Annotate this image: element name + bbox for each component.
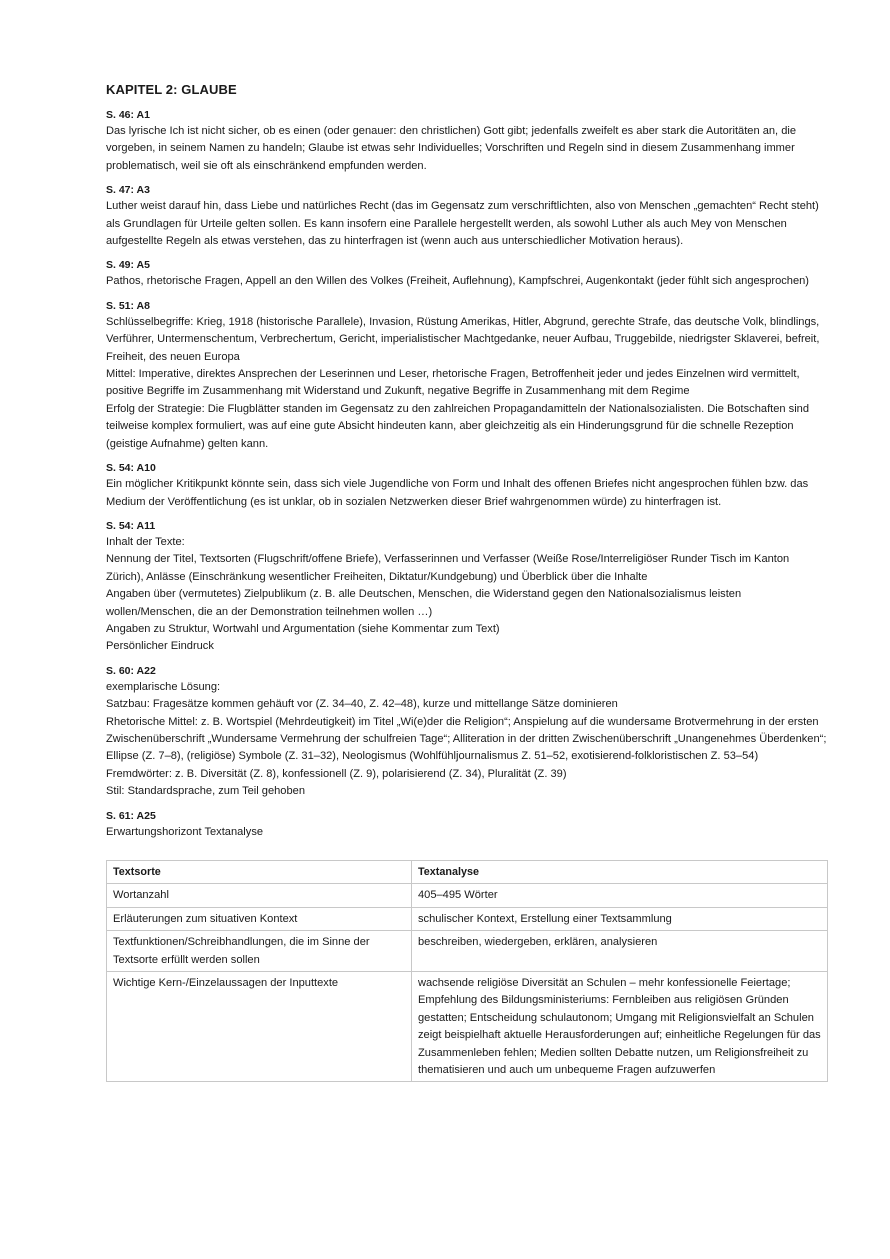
section-heading: S. 46: A1 — [106, 109, 150, 121]
answer-section — [106, 460, 828, 511]
section-paragraph: Mittel: Imperative, direktes Ansprechen der Leserinnen und Leser, rhetorische Fragen, Betroffenheit jeder und jedes Einzelnen wird vermittelt, positive Begriffe im Zusammenhang mit Widerstand und Zukunft, negative Begriffe in Zusammenhang mit dem Regime — [106, 368, 800, 398]
table-cell: Erläuterungen zum situativen Kontext — [107, 907, 412, 930]
section-paragraph: Das lyrische Ich ist nicht sicher, ob es einen (oder genauer: den christlichen) Gott gibt; jedenfalls zweifelt es aber stark die Autoritäten an, die vorgeben, in seinem Namen zu handeln; Glaube ist etwas sehr Individuelles; Vorschriften und Regeln sind in diesem Zusammenhang immer problematisch, weil sie oft als einschränkend empfunden werden. — [106, 125, 797, 172]
table-header-textanalyse: Textanalyse — [412, 861, 828, 884]
answer-section — [106, 808, 828, 841]
section-paragraph: Pathos, rhetorische Fragen, Appell an den Willen des Volkes (Freiheit, Auflehnung), Kampfschrei, Augenkontakt (jeder fühlt sich angesprochen) — [106, 275, 810, 288]
section-heading: S. 51: A8 — [106, 299, 150, 312]
section-paragraph: Schlüsselbegriffe: Krieg, 1918 (historische Parallele), Invasion, Rüstung Amerikas, Hitler, Abgrund, gerechte Strafe, das deutsche Volk, blindlings, Verführer, Untermenschentum, Verbrechertum, Gericht, imperialistischer Machtgedanke, neuer Aufbau, Truggebilde, niedrigster Sklaverei, befreit, Freiheit, des neuen Europa — [106, 315, 820, 363]
table-header-textsorte: Textsorte — [107, 861, 412, 884]
chapter-title: KAPITEL 2: GLAUBE — [106, 82, 237, 97]
section-paragraph: Angaben zu Struktur, Wortwahl und Argumentation (siehe Kommentar zum Text) — [106, 622, 500, 635]
table-row — [107, 884, 828, 907]
section-paragraph: Erfolg der Strategie: Die Flugblätter standen im Gegensatz zu den zahlreichen Propagandamitteln der Nationalsozialisten. Die Botschaften sind teilweise komplex formuliert, was auf eine gute Absicht hindeuten kann, aber gleichzeitig als ein Hinderungsgrund für die schnelle Rezeption (geistige Aufnahme) gelten kann. — [106, 402, 810, 450]
section-paragraph: Persönlicher Eindruck — [106, 640, 214, 653]
section-paragraph: Angaben über (vermutetes) Zielpublikum (z. B. alle Deutschen, Menschen, die Widerstand gegen den Nationalsozialismus leisten wollen/Menschen, die an der Demonstration teilnehmen wollen …) — [106, 588, 742, 618]
section-paragraph: Rhetorische Mittel: z. B. Wortspiel (Mehrdeutigkeit) im Titel „Wi(e)der die Religion“; Anspielung auf die wundersame Brotvermehrung in der ersten Zwischenüberschrift „Wundersame Vermehrung der schulfreien Tage“; Alliteration in der dritten Zwischenüberschrift „Unangenehmes Überdenken“; Ellipse (Z. 7–8), (religiöse) Symbole (Z. 31–32), Neologismus (Wohlfühljournalismus Z. 51–52, exotisierend-folkloristischen Z. 53–54) — [106, 715, 827, 763]
section-heading: S. 60: A22 — [106, 664, 156, 677]
section-heading: S. 61: A25 — [106, 809, 156, 822]
section-paragraph: Nennung der Titel, Textsorten (Flugschrift/offene Briefe), Verfasserinnen und Verfasser (Weiße Rose/Interreligiöser Runder Tisch im Kanton Zürich), Anlässe (Einschränkung wesentlicher Freiheiten, Diktatur/Kundgebung) und Überblick über die Inhalte — [106, 553, 790, 583]
answer-sections — [106, 107, 828, 841]
table-cell: schulischer Kontext, Erstellung einer Textsammlung — [412, 907, 828, 930]
section-paragraph: Luther weist darauf hin, dass Liebe und natürliches Recht (das im Gegensatz zum verschriftlichten, also von Menschen „gemachten“ Recht steht) als Grundlagen für Urteile gelten sollen. Es kann insofern eine Parallele hergestellt werden, als sowohl Luther als auch Mey von Menschen aufgestellte Regeln als etwas verstehen, das zu hinterfragen ist (wenn auch aus unterschiedlicher Motivation heraus). — [106, 200, 819, 248]
section-paragraph: Fremdwörter: z. B. Diversität (Z. 8), konfessionell (Z. 9), polarisierend (Z. 34), Pluralität (Z. 39) — [106, 767, 567, 780]
answer-section — [106, 298, 828, 453]
analysis-table — [106, 860, 828, 1082]
answer-section — [106, 182, 828, 250]
section-heading: S. 47: A3 — [106, 184, 150, 197]
section-paragraph: Satzbau: Fragesätze kommen gehäuft vor (Z. 34–40, Z. 42–48), kurze und mittellange Sätze dominieren — [106, 698, 618, 711]
table-row — [107, 931, 828, 972]
table-cell: Wortanzahl — [107, 884, 412, 907]
document-page — [106, 82, 828, 1082]
answer-section — [106, 663, 828, 801]
section-paragraph: Stil: Standardsprache, zum Teil gehoben — [106, 785, 305, 798]
section-heading: S. 54: A10 — [106, 462, 156, 475]
table-cell: Textfunktionen/Schreibhandlungen, die im Sinne der Textsorte erfüllt werden sollen — [107, 931, 412, 972]
table-row — [107, 907, 828, 930]
table-row — [107, 972, 828, 1082]
section-paragraph: Ein möglicher Kritikpunkt könnte sein, dass sich viele Jugendliche von Form und Inhalt des offenen Briefes nicht angesprochen fühlen bzw. das Medium der Veröffentlichung (es ist unklar, ob in sozialen Netzwerken dieser Brief wahrgenommen würde) zu hinterfragen ist. — [106, 478, 809, 508]
table-cell: 405–495 Wörter — [412, 884, 828, 907]
section-heading: S. 54: A11 — [106, 519, 156, 532]
section-heading: S. 49: A5 — [106, 259, 150, 272]
table-cell: beschreiben, wiedergeben, erklären, analysieren — [412, 931, 828, 972]
section-paragraph: Inhalt der Texte: — [106, 535, 185, 548]
answer-section — [106, 518, 828, 656]
table-cell: Wichtige Kern-/Einzelaussagen der Inputtexte — [107, 972, 412, 1082]
section-paragraph: exemplarische Lösung: — [106, 680, 221, 693]
answer-section — [106, 107, 828, 175]
section-paragraph: Erwartungshorizont Textanalyse — [106, 825, 264, 838]
table-cell: wachsende religiöse Diversität an Schulen – mehr konfessionelle Feiertage; Empfehlung des Bildungsministeriums: Fernbleiben aus religiösen Gründen gestatten; Entscheidung schulautonom; Umgang mit Religionsvielfalt an Schulen zeigt beispielhaft aktuelle Herausforderungen auf; einheitliche Regelungen für das Zusammenleben fehlen; Medien sollten Debatte nutzen, um Religionsfreiheit zu thematisieren und auch um unbequeme Fragen aufzuwerfen — [412, 972, 828, 1082]
answer-section — [106, 257, 828, 290]
table-header-row — [107, 861, 828, 884]
